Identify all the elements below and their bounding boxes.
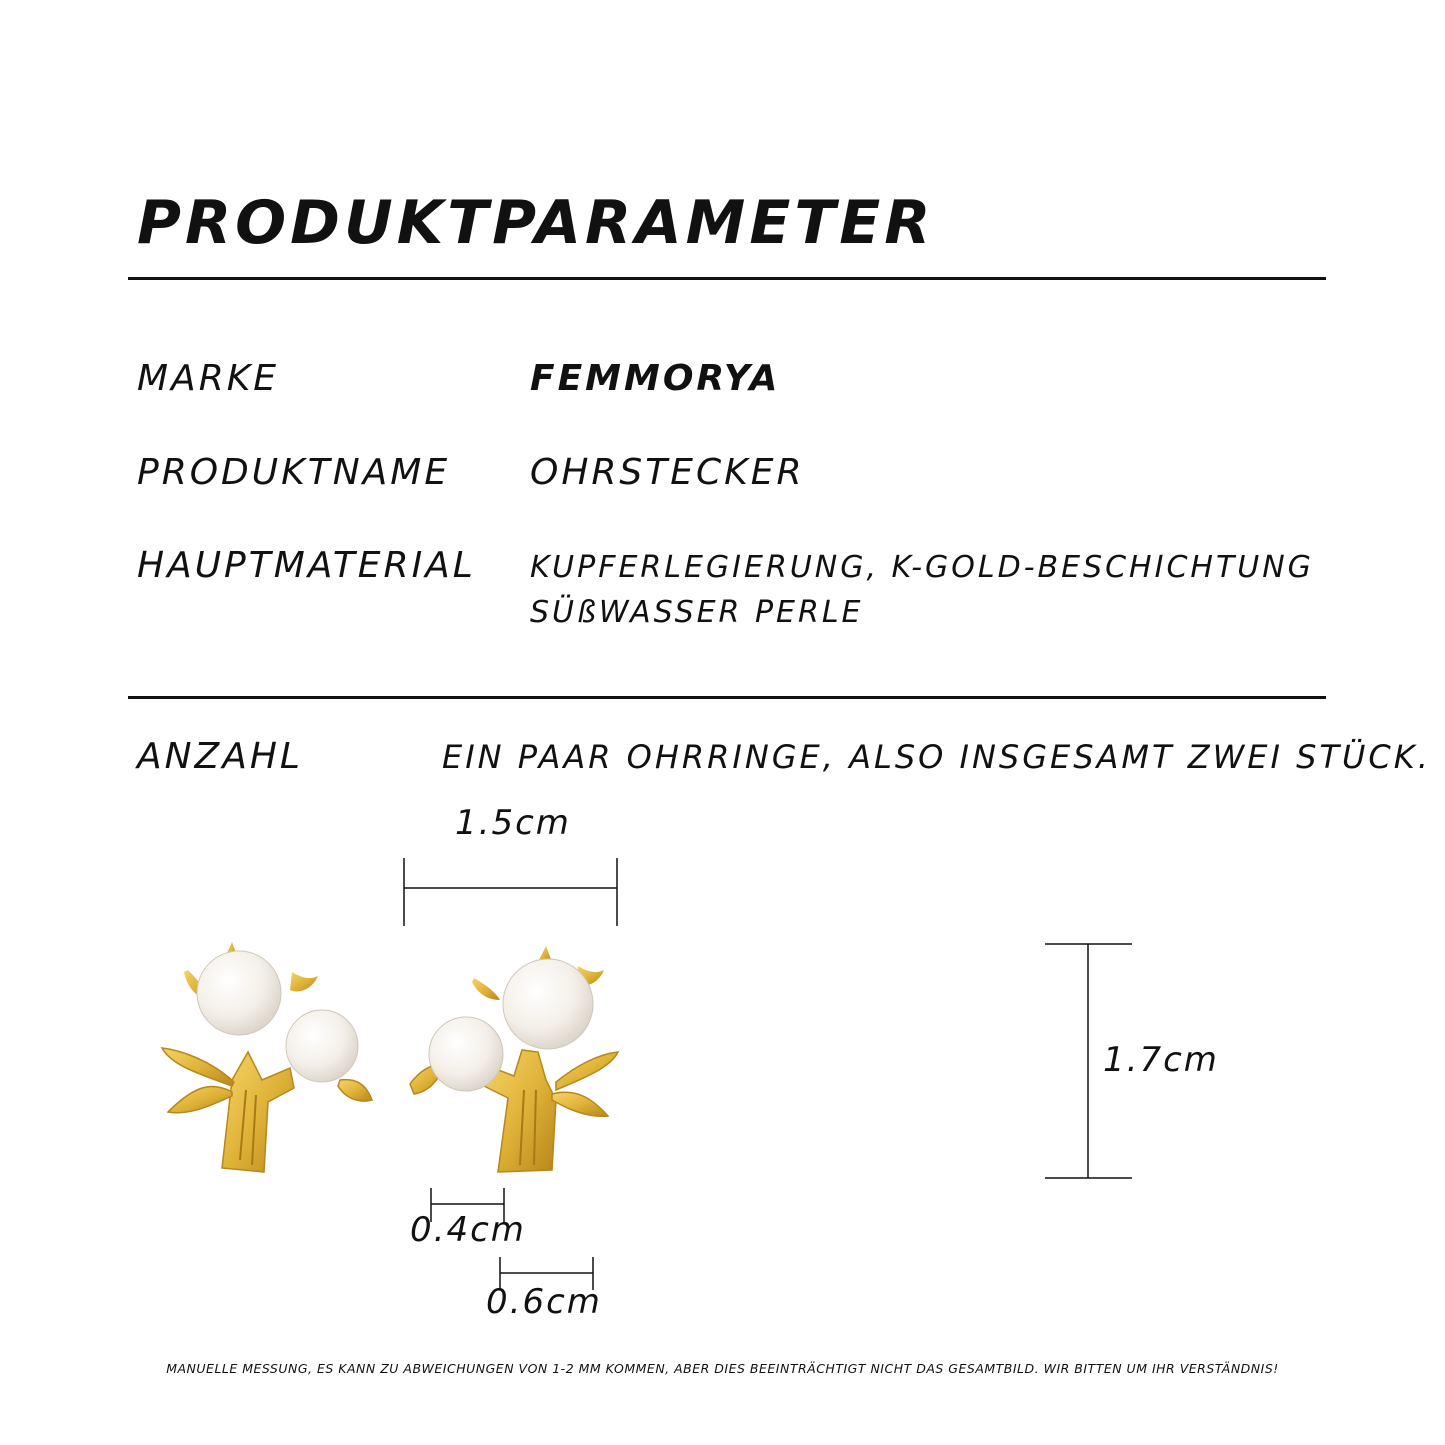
large-pearl-dimension-label: 0.6cm [486,1282,602,1322]
width-dimension-marker [404,858,617,926]
page-title: PRODUKTPARAMETER [137,188,935,258]
width-dimension-label: 1.5cm [455,803,571,843]
left-earring [162,942,372,1172]
param-value-material: KUPFERLEGIERUNG, K-GOLD-BESCHICHTUNG [530,550,1314,585]
param-value-brand: FEMMORYA [530,358,781,399]
measurement-footnote: MANUELLE MESSUNG, ES KANN ZU ABWEICHUNGEN VON 1-2 MM KOMMEN, ABER DIES BEEINTRÄCHTIGT NICHT DAS GESAMTBILD. WIR BITTEN UM IHR VERSTÄNDNIS! [166,1361,1279,1376]
quantity-value: EIN PAAR OHRRINGE, ALSO INSGESAMT ZWEI STÜCK. [442,738,1431,776]
param-label-material: HAUPTMATERIAL [137,545,476,586]
quantity-label: ANZAHL [137,736,303,777]
right-earring [410,946,618,1172]
param-label-product-name: PRODUKTNAME [137,452,451,493]
param-value-material-2: SÜßWASSER PERLE [530,595,864,630]
param-label-brand: MARKE [137,358,280,399]
height-dimension-label: 1.7cm [1103,1040,1219,1080]
small-pearl-dimension-label: 0.4cm [410,1210,526,1250]
param-value-product-name: OHRSTECKER [530,452,805,493]
